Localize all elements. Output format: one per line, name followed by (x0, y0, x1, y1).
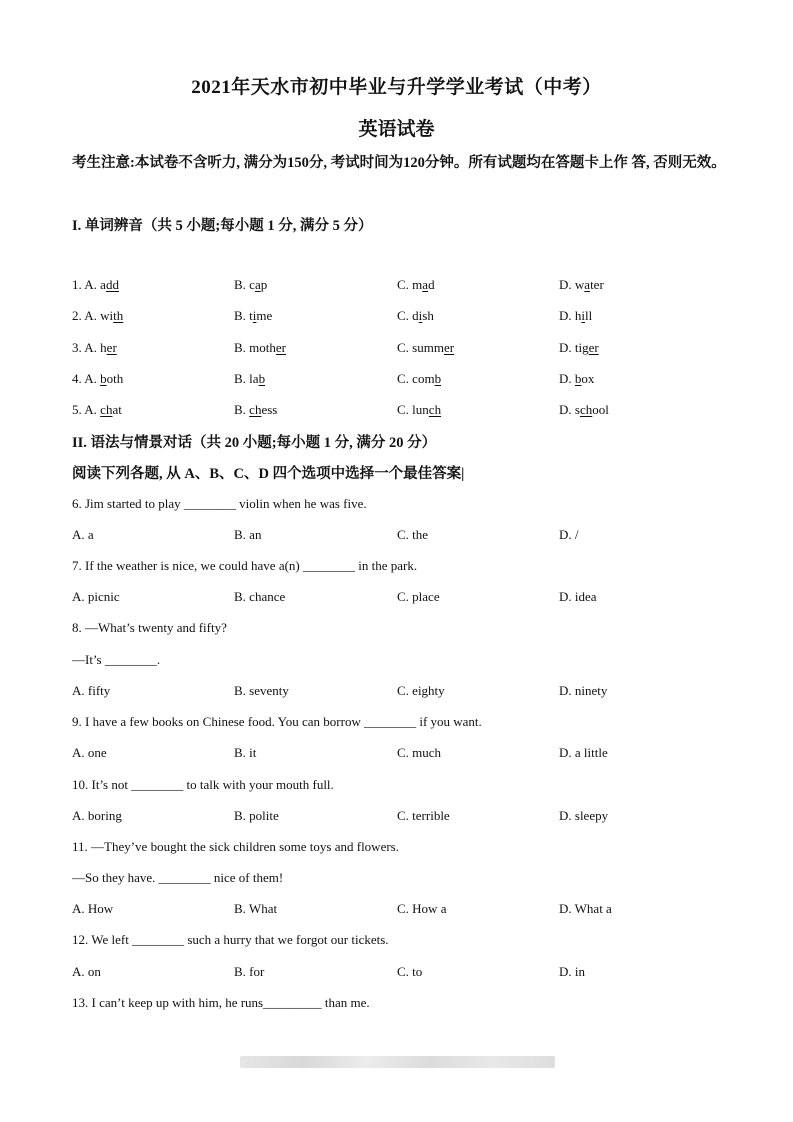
option-a: A. on (72, 964, 101, 979)
option: B. lab (234, 371, 266, 386)
option: D. hill (559, 308, 593, 323)
option-a: A. picnic (72, 589, 120, 604)
footer-watermark-bar (240, 1056, 555, 1068)
option-b: B. it (234, 745, 257, 760)
option-c: C. eighty (397, 683, 445, 698)
question-stem: 10. It’s not ________ to talk with your mouth full. (72, 777, 334, 792)
question-options (72, 745, 732, 765)
option: 3. A. her (72, 340, 117, 355)
question-stem: 13. I can’t keep up with him, he runs_________ than me. (72, 995, 370, 1010)
question-options (72, 901, 732, 921)
exam-notice: 考生注意:本试卷不含听力, 满分为150分, 考试时间为120分钟。所有试题均在答题卡上作 答, 否则无效。 (72, 155, 726, 171)
option: 5. A. chat (72, 402, 122, 417)
question-options (72, 808, 732, 828)
option-c: C. to (397, 964, 423, 979)
section-1-heading: I. 单词辨音（共 5 小题;每小题 1 分, 满分 5 分） (72, 218, 373, 234)
option-c: C. How a (397, 901, 447, 916)
question-stem: 7. If the weather is nice, we could have a(n) ________ in the park. (72, 558, 418, 573)
option-c: C. the (397, 527, 429, 542)
question-stem-reply: —It’s ________. (72, 652, 161, 667)
option-d: D. idea (559, 589, 597, 604)
phonics-row-1 (72, 277, 732, 297)
option-b: B. polite (234, 808, 279, 823)
option-a: A. fifty (72, 683, 111, 698)
question-stem-reply: —So they have. ________ nice of them! (72, 870, 284, 885)
question-options (72, 589, 732, 609)
phonics-row-5 (72, 402, 732, 422)
option: C. mad (397, 277, 435, 292)
option: B. chess (234, 402, 278, 417)
option: 2. A. with (72, 308, 124, 323)
option: C. summer (397, 340, 455, 355)
option-c: C. much (397, 745, 442, 760)
option-a: A. a (72, 527, 94, 542)
question-stem: 9. I have a few books on Chinese food. You can borrow ________ if you want. (72, 714, 482, 729)
page-title: 2021年天水市初中毕业与升学学业考试（中考） (191, 77, 602, 98)
question-stem: 11. —They’ve bought the sick children some toys and flowers. (72, 839, 399, 854)
question-stem: 6. Jim started to play ________ violin when he was five. (72, 496, 367, 511)
option: C. comb (397, 371, 442, 386)
option-b: B. for (234, 964, 265, 979)
page-subtitle: 英语试卷 (358, 119, 435, 140)
phonics-row-4 (72, 371, 732, 391)
phonics-row-2 (72, 308, 732, 328)
option-a: A. How (72, 901, 114, 916)
section-2-heading: II. 语法与情景对话（共 20 小题;每小题 1 分, 满分 20 分） (72, 435, 437, 451)
option-b: B. chance (234, 589, 286, 604)
question-stem: 12. We left ________ such a hurry that we forgot our tickets. (72, 932, 389, 947)
question-options (72, 964, 732, 984)
option: B. time (234, 308, 273, 323)
option: D. water (559, 277, 604, 292)
option-c: C. place (397, 589, 440, 604)
phonics-row-3 (72, 340, 732, 360)
option: B. mother (234, 340, 287, 355)
option-c: C. terrible (397, 808, 450, 823)
option: C. lunch (397, 402, 442, 417)
option-a: A. one (72, 745, 107, 760)
option: 1. A. add (72, 277, 119, 292)
option-a: A. boring (72, 808, 122, 823)
section-2-instruction: 阅读下列各题, 从 A、B、C、D 四个选项中选择一个最佳答案| (72, 466, 465, 482)
option-d: D. / (559, 527, 579, 542)
option: D. tiger (559, 340, 599, 355)
option-d: D. a little (559, 745, 608, 760)
option-b: B. What (234, 901, 278, 916)
option: 4. A. both (72, 371, 124, 386)
option-d: D. in (559, 964, 585, 979)
question-options (72, 527, 732, 547)
option-b: B. seventy (234, 683, 289, 698)
option-d: D. What a (559, 901, 612, 916)
option: C. dish (397, 308, 434, 323)
question-stem: 8. —What’s twenty and fifty? (72, 620, 227, 635)
option-b: B. an (234, 527, 262, 542)
option-d: D. sleepy (559, 808, 609, 823)
option: B. cap (234, 277, 268, 292)
question-options (72, 683, 732, 703)
option: D. box (559, 371, 595, 386)
option-d: D. ninety (559, 683, 608, 698)
option: D. school (559, 402, 609, 417)
